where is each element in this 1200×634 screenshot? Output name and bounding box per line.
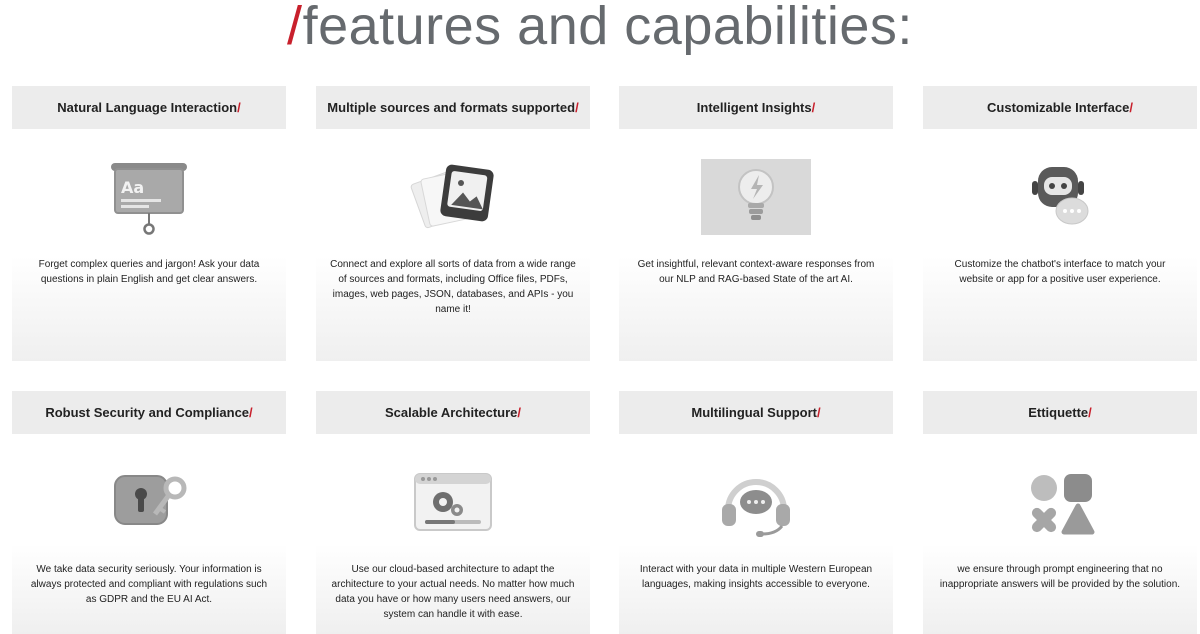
feature-card-multilingual [619, 391, 893, 634]
card-header [619, 391, 893, 434]
lightbulb-icon [701, 159, 811, 235]
card-description: We take data security seriously. Your information is always protected and compliant with regulations such as GDPR and the EU AI Act. [30, 564, 268, 605]
card-body [923, 434, 1197, 634]
feature-card-intelligent-insights [619, 86, 893, 361]
card-header [923, 86, 1197, 129]
card-title: Intelligent Insights [696, 100, 812, 115]
card-body [923, 129, 1197, 361]
card-description: Interact with your data in multiple Western European languages, making insights accessible to everyone. [639, 564, 873, 590]
shapes-icon [1005, 464, 1115, 544]
card-title-slash: / [1129, 100, 1133, 115]
card-title: Scalable Architecture [384, 405, 518, 420]
card-header [316, 391, 590, 434]
feature-card-customizable-interface [923, 86, 1197, 361]
card-title: Multiple sources and formats supported [327, 100, 576, 115]
card-description: Get insightful, relevant context-aware responses from our NLP and RAG-based State of the art AI. [637, 259, 875, 285]
card-description: Connect and explore all sorts of data from a wide range of sources and formats, including Office files, PDFs, images, web pages, JSON, databases, and APIs - you name it! [330, 259, 576, 315]
svg-text:Aa: Aa [121, 178, 145, 197]
card-title: Robust Security and Compliance [45, 405, 250, 420]
documents-icon [398, 159, 508, 239]
card-header [923, 391, 1197, 434]
feature-card-multiple-sources [316, 86, 590, 361]
feature-card-ettiquette [923, 391, 1197, 634]
title-text: features and capabilities: [302, 0, 913, 56]
card-title-slash: / [249, 405, 253, 420]
card-title-slash: / [237, 100, 241, 115]
card-body [619, 129, 893, 361]
feature-card-scalable-architecture [316, 391, 590, 634]
card-description: Forget complex queries and jargon! Ask your data questions in plain English and get clear answers. [38, 259, 260, 285]
chatbot-icon [1005, 159, 1115, 239]
card-title-slash: / [811, 100, 816, 115]
card-body [316, 129, 590, 361]
feature-card-natural-language [12, 86, 286, 361]
headset-icon [701, 464, 811, 544]
card-title-slash: / [517, 405, 522, 420]
card-title: Customizable Interface [987, 100, 1130, 115]
card-header [12, 391, 286, 434]
card-title-slash: / [1088, 405, 1092, 420]
page-title [0, 0, 1200, 66]
card-title-slash: / [817, 405, 821, 420]
card-title: Ettiquette [1028, 405, 1089, 420]
lock-key-icon [94, 464, 204, 544]
card-header [316, 86, 590, 129]
card-title: Multilingual Support [691, 405, 818, 420]
card-title-slash: / [575, 100, 579, 115]
card-title: Natural Language Interaction [57, 100, 238, 115]
card-description: Customize the chatbot's interface to match your website or app for a positive user experience. [954, 259, 1166, 285]
title-slash: / [287, 0, 303, 56]
card-body [316, 434, 590, 634]
feature-card-security [12, 391, 286, 634]
card-body [12, 434, 286, 634]
presentation-board-icon [94, 159, 204, 239]
card-description: we ensure through prompt engineering that no inappropriate answers will be provided by the solution. [939, 564, 1181, 590]
card-description: Use our cloud-based architecture to adapt the architecture to your actual needs. No matter how much data you have or how many users need answers, our system can handle it with ease. [331, 564, 575, 620]
card-header [619, 86, 893, 129]
card-body [12, 129, 286, 361]
card-header [12, 86, 286, 129]
settings-window-icon [398, 464, 508, 544]
card-body [619, 434, 893, 634]
